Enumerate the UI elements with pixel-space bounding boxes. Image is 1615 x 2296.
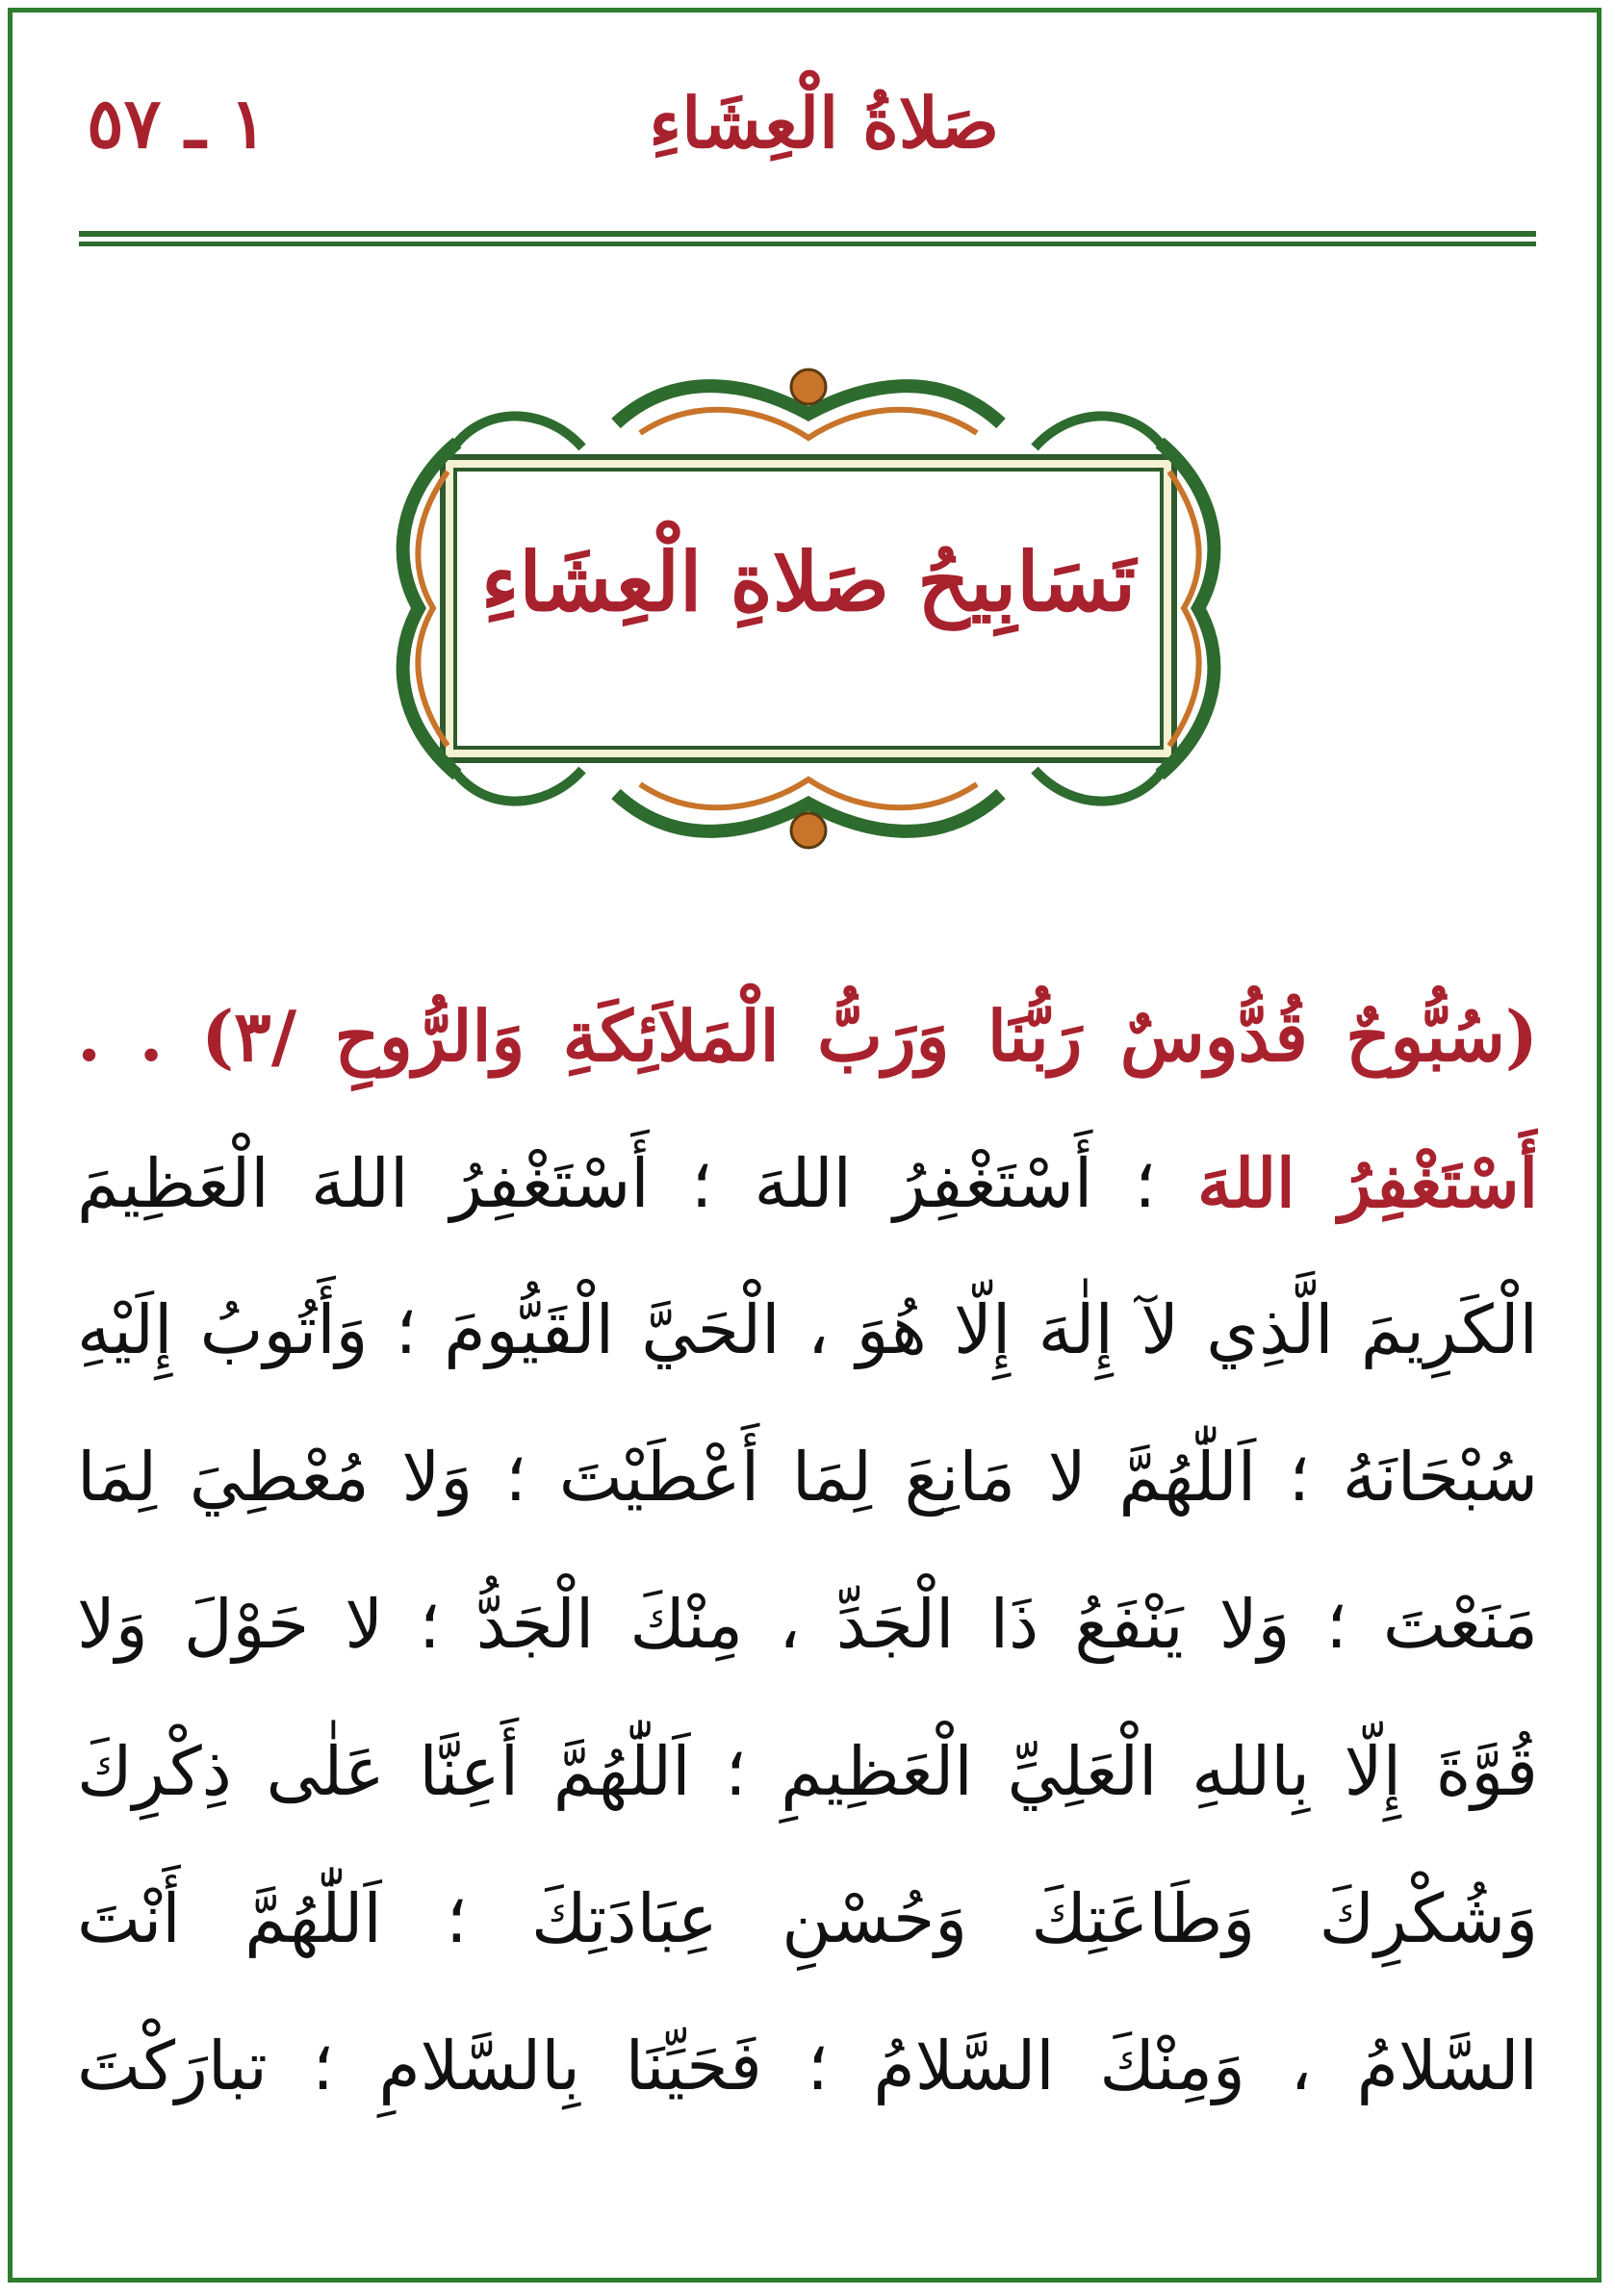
- page-title: صَلاةُ الْعِشَاءِ: [649, 82, 999, 164]
- text-line-7: السَّلامُ ، وَمِنْكَ السَّلامُ ؛ فَحَيِّنَا بِالسَّلامِ ؛ تبارَكْتَ: [77, 2027, 1538, 2105]
- ornament-corner-bl: [448, 760, 582, 802]
- text-line-1: [77, 1110, 1538, 1257]
- ornament-corner-tl: [448, 416, 582, 457]
- highlighted-phrase: أَسْتَغْفِرُ اللهَ: [1197, 1143, 1538, 1223]
- text-line-6: وَشُكْرِكَ وَطَاعَتِكَ وَحُسْنِ عِبَادَتِكَ ؛ اَللّٰهُمَّ أَنْتَ: [77, 1879, 1538, 1958]
- divider-line-bottom: [79, 242, 1536, 246]
- header-divider: [79, 231, 1536, 248]
- ornament-corner-br: [1035, 760, 1169, 802]
- text-line-5: قُوَّةَ إِلّا بِاللهِ الْعَلِيِّ الْعَظِيمِ ؛ اَللّٰهُمَّ أَعِنَّا عَلٰى ذِكْرِكَ: [77, 1732, 1538, 1811]
- prayer-text: [77, 962, 1538, 2140]
- page-range: ١ ـ ٥٧: [87, 82, 268, 164]
- ornamental-title-frame: [390, 366, 1227, 852]
- text-line-2: الْكَرِيمَ الَّذِي لآ إِلٰهَ إِلّا هُوَ ، الْحَيَّ الْقَيُّومَ ؛ وَأَتُوبُ إِلَيْهِ: [77, 1290, 1538, 1369]
- divider-line-top: [79, 231, 1536, 237]
- intro-line: (سُبُّوحٌ قُدُّوسٌ رَبُّنَا وَرَبُّ الْمَلاَئِكَةِ وَالرُّوحِ /٣) . .: [77, 995, 1538, 1077]
- section-title: تَسَابِيحُ صَلاةِ الْعِشَاءِ: [480, 534, 1137, 629]
- text-line-3: سُبْحَانَهُ ؛ اَللّٰهُمَّ لا مَانِعَ لِمَا أَعْطَيْتَ ؛ وَلا مُعْطِيَ لِمَا: [77, 1438, 1538, 1517]
- ornament-top-knob: [791, 370, 826, 404]
- page-header: [77, 82, 1538, 188]
- ornament-corner-tr: [1035, 416, 1169, 457]
- text-line-1-rest: ؛ أَسْتَغْفِرُ اللهَ ؛ أَسْتَغْفِرُ اللهَ الْعَظِيمَ: [77, 1144, 1198, 1223]
- text-line-4: مَنَعْتَ ؛ وَلا يَنْفَعُ ذَا الْجَدِّ ، مِنْكَ الْجَدُّ ؛ لا حَوْلَ وَلا: [77, 1585, 1538, 1664]
- ornament-bottom-knob: [791, 813, 826, 848]
